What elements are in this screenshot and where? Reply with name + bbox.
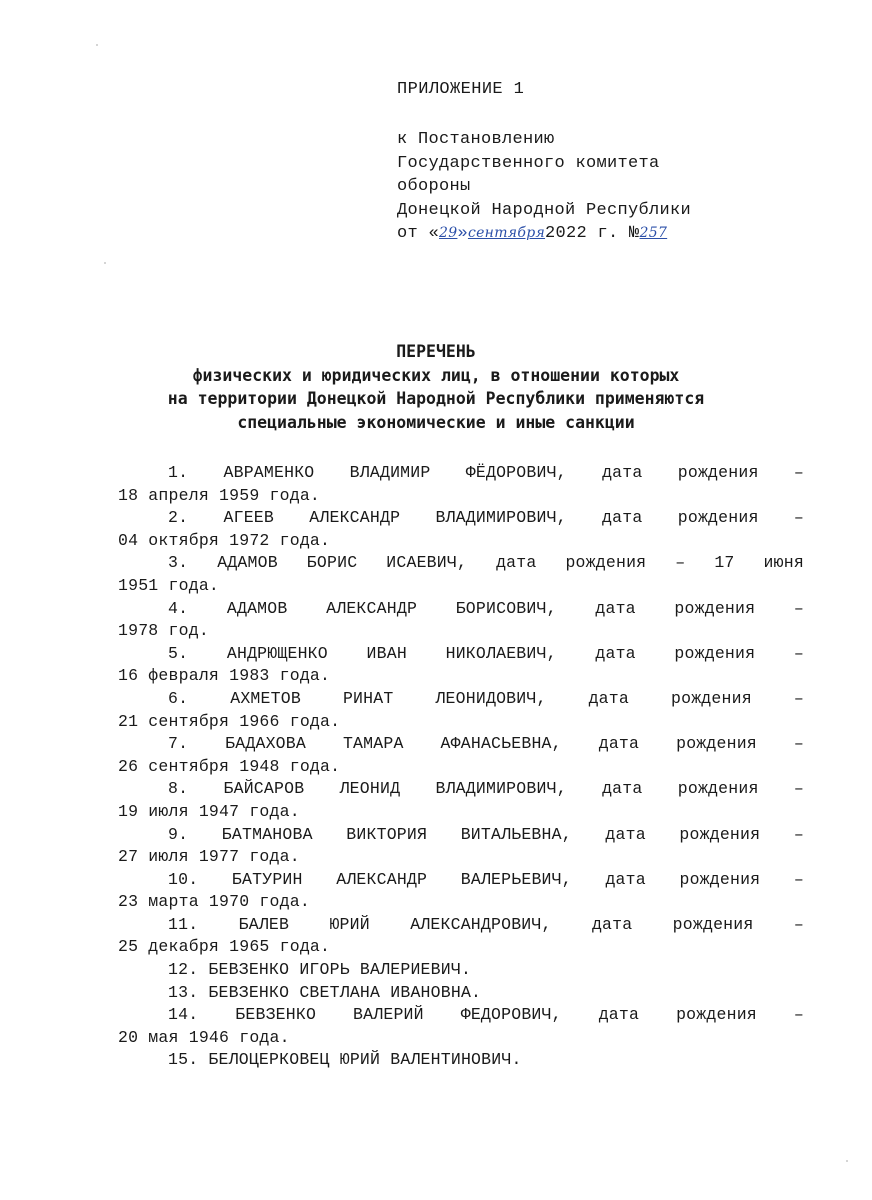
entry-word: ФЕДОРОВИЧ,: [460, 1005, 562, 1025]
entry-first-line: [118, 914, 804, 937]
entry-first-line: [118, 824, 804, 847]
entry-word: дата: [605, 869, 646, 889]
entry-word: 14.: [168, 1005, 199, 1025]
entry-second-line: 18 апреля 1959 года.: [118, 485, 321, 505]
entry-word: ВИКТОРИЯ: [346, 824, 428, 844]
scan-speck: [846, 1160, 848, 1162]
entry-first-line: [118, 733, 804, 756]
entry-word: АЛЕКСАНДР: [336, 869, 428, 889]
entry-word: рождения: [677, 508, 759, 528]
list-entry: [118, 959, 804, 982]
entry-word: АХМЕТОВ: [230, 688, 301, 708]
entry-word: АЛЕКСАНДРОВИЧ,: [410, 914, 552, 934]
list-entry: [118, 982, 804, 1005]
entry-second-line: 16 февраля 1983 года.: [118, 666, 331, 686]
entry-second-line: 26 сентября 1948 года.: [118, 756, 341, 776]
entry-second-line: 19 июля 1947 года.: [118, 801, 300, 821]
entry-first-line: [118, 869, 804, 892]
date-year: 2022 г. №: [545, 224, 640, 244]
appendix-line: Государственного комитета: [397, 153, 660, 173]
entry-word: –: [793, 463, 804, 482]
entry-first-line: [118, 688, 804, 711]
entry-word: –: [793, 1005, 804, 1025]
entry-word: ЛЕОНИДОВИЧ,: [435, 688, 547, 708]
entry-word: –: [793, 779, 804, 799]
entry-word: НИКОЛАЕВИЧ,: [445, 643, 557, 663]
list-subtitle-line: специальные экономические и иные санкции: [237, 412, 635, 432]
list-entry: [118, 462, 804, 507]
entry-word: ВЛАДИМИРОВИЧ,: [435, 508, 567, 528]
entry-word: дата: [496, 553, 537, 573]
appendix-line: обороны: [397, 177, 471, 197]
entry-word: рождения: [674, 643, 756, 663]
entry-word: ЛЕОНИД: [339, 779, 401, 799]
entry-word: АВРАМЕНКО: [223, 463, 315, 482]
entry-word: рождения: [672, 914, 754, 934]
entry-word: ВИТАЛЬЕВНА,: [460, 824, 572, 844]
list-subtitle-line: физических и юридических лиц, в отношении которых: [192, 365, 680, 385]
entry-word: дата: [602, 508, 643, 528]
entry-word: рождения: [671, 688, 752, 708]
entry-word: 3.: [168, 553, 189, 573]
entry-word: ЮРИЙ: [329, 914, 370, 934]
entry-word: 2.: [168, 508, 189, 528]
list-entry: [118, 778, 804, 823]
list-subtitle-line: на территории Донецкой Народной Республики применяются: [167, 389, 705, 408]
appendix-title: ПРИЛОЖЕНИЕ 1: [397, 80, 525, 99]
entry-first-line: [118, 643, 804, 666]
resolution-date-line: [397, 222, 691, 246]
entry-word: –: [793, 598, 804, 618]
entry-word: АГЕЕВ: [223, 508, 274, 528]
entry-word: 17: [714, 553, 735, 573]
entry-word: БЕВЗЕНКО: [235, 1005, 317, 1025]
entry-first-line: [118, 507, 804, 530]
entry-word: ВАЛЕРЬЕВИЧ,: [460, 869, 572, 889]
entry-word: ТАМАРА: [342, 734, 404, 754]
entry-word: рождения: [674, 598, 756, 618]
entry-word: 5.: [168, 643, 189, 663]
entry-word: РИНАТ: [342, 688, 394, 708]
entry-word: –: [793, 508, 804, 528]
entry-second-line: 23 марта 1970 года.: [118, 892, 310, 912]
entry-word: дата: [598, 1005, 640, 1025]
entry-word: 8.: [168, 779, 189, 799]
entry-word: АЛЕКСАНДР: [326, 598, 418, 618]
entry-word: –: [793, 643, 804, 663]
entry-word: БАТМАНОВА: [221, 824, 313, 844]
date-prefix: от «: [397, 224, 440, 244]
sanctions-list: [118, 462, 804, 1072]
entry-word: БОРИС: [306, 553, 358, 573]
entry-word: дата: [595, 643, 636, 663]
entry-word: АФАНАСЬЕВНА,: [440, 734, 562, 754]
entry-word: ВЛАДИМИР: [349, 463, 431, 482]
entry-word: 9.: [168, 824, 189, 844]
entry-word: ИВАН: [366, 643, 407, 663]
entry-word: рождения: [677, 463, 759, 482]
scan-speck: [96, 44, 98, 46]
entry-word: БАТУРИН: [231, 869, 303, 889]
entry-word: рождения: [676, 1005, 757, 1025]
entry-word: 4.: [168, 598, 189, 618]
entry-word: ИСАЕВИЧ,: [386, 553, 468, 573]
entry-first-line: [118, 959, 804, 982]
entry-word: рождения: [565, 553, 647, 573]
entry-second-line: 27 июля 1977 года.: [118, 847, 300, 867]
entry-word: БАЙСАРОВ: [223, 779, 305, 799]
handwritten-month: сентября: [467, 225, 546, 242]
entry-word: рождения: [679, 824, 761, 844]
entry-word: БОРИСОВИЧ,: [455, 598, 557, 618]
entry-second-line: 21 сентября 1966 года.: [118, 711, 341, 731]
entry-word: дата: [605, 824, 646, 844]
entry-word: дата: [602, 463, 643, 482]
appendix-line: Донецкой Народной Республики: [397, 200, 692, 220]
entry-word: дата: [602, 779, 643, 799]
list-entry: [118, 1004, 804, 1049]
entry-word: 12. БЕВЗЕНКО ИГОРЬ ВАЛЕРИЕВИЧ.: [168, 960, 472, 980]
entry-word: июня: [763, 553, 804, 573]
entry-word: 1.: [168, 463, 189, 482]
entry-word: рождения: [676, 734, 757, 754]
list-entry: [118, 914, 804, 959]
entry-word: ВАЛЕРИЙ: [353, 1005, 424, 1025]
entry-word: ВЛАДИМИРОВИЧ,: [435, 779, 567, 799]
entry-word: –: [793, 824, 804, 844]
entry-word: ФЁДОРОВИЧ,: [465, 463, 567, 482]
entry-first-line: [118, 1049, 804, 1072]
entry-word: дата: [588, 688, 629, 708]
entry-word: БАДАХОВА: [225, 734, 306, 754]
entry-first-line: [118, 552, 804, 575]
entry-word: АНДРЮЩЕНКО: [226, 643, 328, 663]
entry-word: АДАМОВ: [217, 553, 278, 573]
entry-word: БАЛЕВ: [238, 914, 290, 934]
scan-speck: [104, 262, 106, 264]
list-entry: [118, 643, 804, 688]
list-entry: [118, 688, 804, 733]
entry-second-line: 25 декабря 1965 года.: [118, 937, 331, 957]
entry-word: дата: [595, 598, 636, 618]
entry-first-line: [118, 1004, 804, 1027]
list-entry: [118, 1049, 804, 1072]
entry-second-line: 20 мая 1946 года.: [118, 1027, 290, 1047]
entry-word: 13. БЕВЗЕНКО СВЕТЛАНА ИВАНОВНА.: [168, 982, 482, 1002]
entry-word: рождения: [677, 779, 759, 799]
list-entry: [118, 598, 804, 643]
entry-word: 10.: [168, 869, 199, 889]
entry-word: –: [675, 553, 686, 573]
entry-word: 7.: [168, 734, 189, 754]
entry-word: АДАМОВ: [226, 598, 288, 618]
entry-word: дата: [591, 914, 633, 934]
date-mid: »: [457, 224, 468, 244]
appendix-reference: [397, 128, 691, 246]
entry-word: дата: [598, 734, 640, 754]
entry-word: –: [793, 914, 804, 934]
list-entry: [118, 507, 804, 552]
list-entry: [118, 733, 804, 778]
entry-word: 11.: [168, 914, 199, 934]
entry-word: 6.: [168, 688, 189, 708]
entry-second-line: 1951 года.: [118, 575, 220, 595]
handwritten-number: 257: [639, 225, 668, 242]
entry-second-line: 1978 год.: [118, 621, 209, 641]
list-title: [0, 340, 872, 434]
appendix-line: к Постановлению: [397, 130, 555, 149]
entry-word: 15. БЕЛОЦЕРКОВЕЦ ЮРИЙ ВАЛЕНТИНОВИЧ.: [168, 1050, 522, 1070]
entry-word: АЛЕКСАНДР: [309, 508, 401, 528]
entry-word: рождения: [679, 869, 761, 889]
list-entry: [118, 552, 804, 597]
entry-first-line: [118, 462, 804, 485]
list-entry: [118, 824, 804, 869]
entry-word: –: [793, 734, 804, 754]
entry-word: –: [793, 869, 804, 889]
entry-second-line: 04 октября 1972 года.: [118, 530, 331, 550]
entry-first-line: [118, 598, 804, 621]
entry-first-line: [118, 982, 804, 1005]
entry-word: –: [793, 688, 804, 708]
list-entry: [118, 869, 804, 914]
entry-first-line: [118, 778, 804, 801]
handwritten-day: 29: [439, 225, 458, 242]
list-heading: ПЕРЕЧЕНЬ: [396, 342, 476, 361]
